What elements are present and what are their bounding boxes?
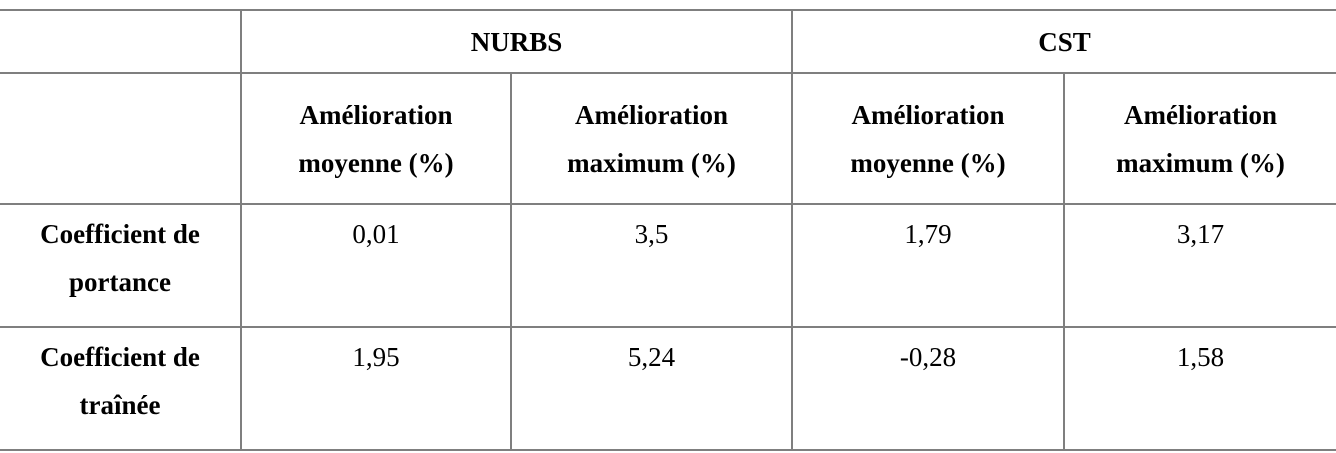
table-row-portance (0, 204, 1336, 327)
subheader-cst-mean (792, 73, 1064, 204)
subheader-line: Amélioration (1124, 99, 1277, 130)
subheader-nurbs-max (511, 73, 792, 204)
row-label-line: Coefficient de (40, 219, 200, 249)
cell-trainee-nurbs-mean: 1,95 (241, 327, 511, 450)
group-header-nurbs: NURBS (241, 10, 792, 73)
cell-portance-cst-mean: 1,79 (792, 204, 1064, 327)
corner-cell (0, 10, 241, 73)
subheader-line: maximum (%) (1116, 147, 1285, 178)
subheader-cst-max (1064, 73, 1336, 204)
subheader-nurbs-mean (241, 73, 511, 204)
row-label-portance (0, 204, 241, 327)
cell-portance-nurbs-mean: 0,01 (241, 204, 511, 327)
row-label-line: portance (69, 267, 171, 297)
subheader-line: Amélioration (299, 99, 453, 130)
group-header-cst: CST (792, 10, 1336, 73)
results-table (0, 9, 1336, 451)
subheader-line: Amélioration (575, 99, 728, 130)
cell-portance-cst-max: 3,17 (1064, 204, 1336, 327)
corner-cell-sub (0, 73, 241, 204)
group-header-row (0, 10, 1336, 73)
cell-trainee-cst-max: 1,58 (1064, 327, 1336, 450)
sub-header-row (0, 73, 1336, 204)
row-label-line: Coefficient de (40, 342, 200, 372)
cell-trainee-nurbs-max: 5,24 (511, 327, 792, 450)
cell-trainee-cst-mean: -0,28 (792, 327, 1064, 450)
subheader-line: moyenne (%) (850, 147, 1006, 178)
subheader-line: moyenne (%) (298, 147, 454, 178)
cell-portance-nurbs-max: 3,5 (511, 204, 792, 327)
subheader-line: Amélioration (851, 99, 1005, 130)
row-label-trainee (0, 327, 241, 450)
subheader-line: maximum (%) (567, 147, 736, 178)
table-row-trainee (0, 327, 1336, 450)
row-label-line: traînée (79, 390, 161, 420)
